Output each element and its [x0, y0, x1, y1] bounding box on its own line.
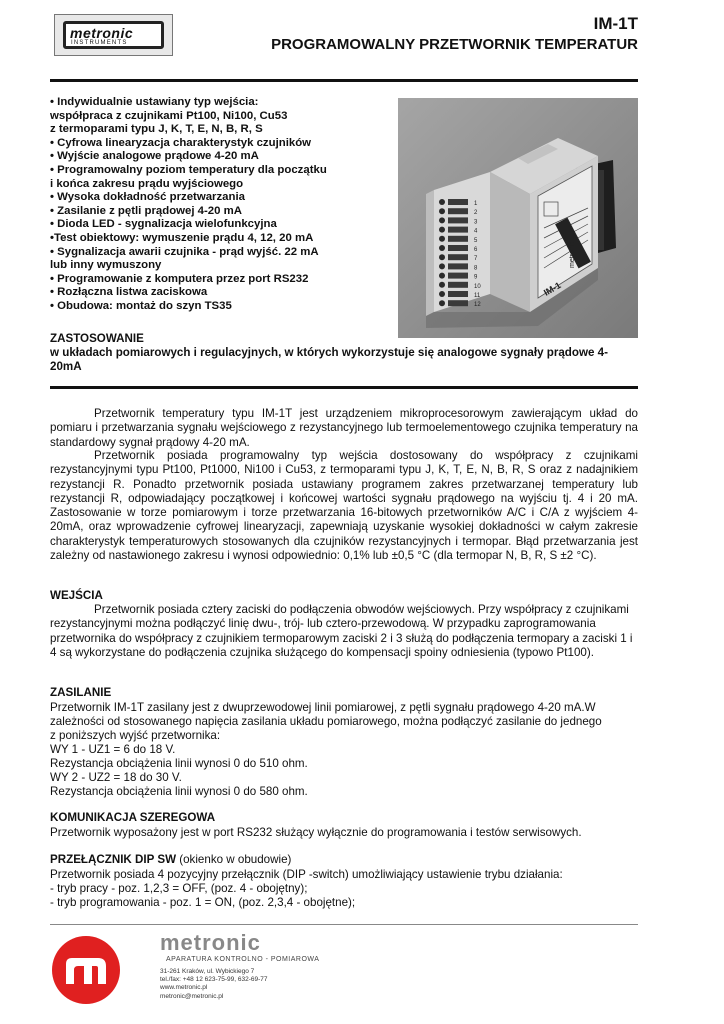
power-line: Rezystancja obciążenia linii wynosi 0 do 510 ohm. [50, 757, 308, 770]
m-letter-icon [52, 936, 120, 1004]
feature-item: i końca zakresu prądu wyjściowego [50, 177, 244, 190]
terminal-screw [439, 199, 445, 205]
section-rule [50, 386, 638, 389]
terminal-slot [448, 263, 468, 269]
company-logo [54, 14, 173, 56]
terminal-slot [448, 245, 468, 251]
feature-item: • Sygnalizacja awarii czujnika - prąd wyjść. 22 mA [50, 245, 319, 258]
terminal-screw [439, 254, 445, 260]
page-title: PROGRAMOWALNY PRZETWORNIK TEMPERATUR [271, 36, 638, 53]
feature-item: • Dioda LED - sygnalizacja wielofunkcyjna [50, 218, 277, 231]
website-link[interactable]: www.metronic.pl [160, 984, 208, 992]
terminal-screw [439, 263, 445, 269]
logo-subtitle: INSTRUMENTS [71, 40, 128, 46]
module-illustration [398, 98, 638, 338]
inputs-heading: WEJŚCIA [50, 589, 103, 602]
terminal-screw [439, 245, 445, 251]
logo-frame [63, 21, 164, 49]
terminal-number: 11 [474, 293, 481, 299]
terminal-screw [439, 236, 445, 242]
power-line: Rezystancja obciążenia linii wynosi 0 do 580 ohm. [50, 785, 308, 798]
inputs-paragraph: Przetwornik posiada cztery zaciski do podłączenia obwodów wejściowych. Przy współpracy z czujnikami rezystancyjnymi można podłączyć linię dwu-, trój- lub cztero-przewodową. W przypadku zaprogramowania przetwornika do współpracy z czujnikiem termoparowym zaciski 2 i 3 służą do podłączenia termopary a zaciski 1 i 4 są wykorzystane do podłączenia czujnika służącego do kompensacji spoiny odniesienia (typowo Pt100). [50, 603, 633, 659]
power-line: WY 1 - UZ1 = 6 do 18 V. [50, 743, 176, 756]
feature-list [50, 96, 380, 314]
terminal-screw [439, 273, 445, 279]
serial-text: Przetwornik wyposażony jest w port RS232 służący wyłącznie do programowania i testów serwisowych. [50, 826, 582, 839]
terminal-slot [448, 236, 468, 242]
feature-item: • Obudowa: montaż do szyn TS35 [50, 299, 232, 312]
feature-item: • Wyjście analogowe prądowe 4-20 mA [50, 150, 259, 163]
terminal-screw [439, 217, 445, 223]
terminal-slot [448, 199, 468, 205]
feature-item: • Wysoka dokładność przetwarzania [50, 191, 245, 204]
terminal-number: 4 [474, 228, 478, 235]
feature-item: • Indywidualnie ustawiany typ wejścia: [50, 96, 259, 108]
footer-brand: metronic [160, 930, 261, 955]
terminal-slot [448, 227, 468, 233]
power-line: zależności od stosowanego napięcia zasilania układu pomiarowego, można podłączyć zasilanie do jednego [50, 715, 602, 728]
terminal-number: 8 [474, 265, 478, 272]
email-link[interactable]: metronic@metronic.pl [160, 992, 224, 1000]
terminal-slot [448, 291, 468, 297]
feature-item: • Zasilanie z pętli prądowej 4-20 mA [50, 204, 242, 217]
terminal-screw [439, 282, 445, 288]
serial-heading: KOMUNIKACJA SZEREGOWA [50, 811, 216, 824]
dip-heading-note: (okienko w obudowie) [176, 853, 292, 866]
terminal-number: 9 [474, 274, 478, 281]
module-brand: metronic [569, 241, 576, 268]
terminal-number: 2 [474, 210, 478, 217]
terminal-slot [448, 208, 468, 214]
dip-line: Przetwornik posiada 4 pozycyjny przełącznik (DIP -switch) umożliwiający ustawienie trybu działania: [50, 868, 563, 881]
header-rule [50, 79, 638, 82]
power-line: z poniższych wyjść przetwornika: [50, 729, 221, 742]
footer-tagline: APARATURA KONTROLNO - POMIAROWA [166, 956, 320, 963]
intro-paragraph: Przetwornik temperatury typu IM-1T jest urządzeniem mikroprocesorowym zawierającym układ do pomiaru i przetwarzania sygnału wejściowego z rezystancyjnego lub termoelementowego czujnika temperatury na standardowy sygnał prądowy 4-20 mA. [50, 407, 638, 449]
address-line: 31-261 Kraków, ul. Wybickiego 7 [160, 968, 255, 975]
terminal-slot [448, 273, 468, 279]
dip-heading: PRZEŁĄCZNIK DIP SW [50, 853, 177, 866]
feature-item: • Programowalny poziom temperatury dla początku [50, 163, 327, 176]
logo-word: metronic [70, 25, 134, 41]
terminal-slot [448, 282, 468, 288]
power-line: Przetwornik IM-1T zasilany jest z dwuprzewodowej linii pomiarowej, z pętli sygnału prądowego 4-20 mA.W [50, 701, 596, 714]
footer-rule [50, 924, 638, 925]
feature-item: • Programowanie z komputera przez port RS232 [50, 272, 309, 285]
terminal-number: 12 [474, 302, 481, 309]
product-photo [398, 98, 638, 338]
terminal-number: 10 [474, 283, 481, 290]
feature-item: •Test obiektowy: wymuszenie prądu 4, 12, 20 mA [50, 231, 314, 244]
terminal-screw [439, 208, 445, 214]
terminal-screw [439, 300, 445, 306]
terminal-slot [448, 217, 468, 223]
module-label: IM-1 [542, 280, 563, 298]
terminal-slot [448, 254, 468, 260]
application-heading: ZASTOSOWANIE [50, 332, 144, 345]
intro-paragraph: Przetwornik posiada programowalny typ wejścia dostosowany do współpracy z czujnikami rezystancyjnymi typu Pt100, Pt1000, Ni100 i Cu53, z termoparami typu J, K, T, E, N, B, R, S oraz z nadajnikiem rezystancji R. Ponadto przetwornik posiada ustawiany programem zakres przetwarzanej temperatury lub rezystancji R, odpowiadający początkowej i końcowej wartości sygnału prądowego na wyjściu tj. 4 i 20 mA. Zastosowanie w torze pomiarowym i torze przetwarzania 16-bitowych przetworników A/C i C/A z wyjściem 4-20mA, oraz wprowadzenie cyfrowej linearyzacji, zapewniają uzyskanie wysokiej dokładności w całym zakresie charakterystyk temperaturowych stosowanych dla czujników rezystancyjnych i termopar. Błąd przetwarzania jest zależny od nastawionego zakresu i wynosi odpowiednio: 0,1% lub ±0,5 °C (dla termopar N, B, R, S ±2 °C). [50, 449, 638, 563]
terminal-screw [439, 291, 445, 297]
feature-item: z termoparami typu J, K, T, E, N, B, R, S [50, 123, 263, 136]
power-line: WY 2 - UZ2 = 18 do 30 V. [50, 771, 182, 784]
footer-address [160, 968, 268, 1001]
dip-line: - tryb pracy - poz. 1,2,3 = OFF, (poz. 4 - obojętny); [50, 882, 308, 895]
terminal-number: 7 [474, 256, 478, 263]
terminal-slot [448, 300, 468, 306]
feature-item: • Cyfrowa linearyzacja charakterystyk czujników [50, 136, 312, 149]
terminal-number: 5 [474, 237, 478, 244]
terminal-screw [439, 227, 445, 233]
feature-item: lub inny wymuszony [50, 259, 162, 272]
feature-item: • Rozłączna listwa zaciskowa [50, 286, 208, 299]
power-heading: ZASILANIE [50, 686, 112, 699]
phone-line: tel./fax: +48 12 623-75-99, 632-69-77 [160, 976, 268, 984]
feature-item: współpraca z czujnikami Pt100, Ni100, Cu53 [50, 109, 288, 122]
terminal-number: 6 [474, 247, 478, 253]
dip-heading-row [50, 853, 291, 866]
product-code: IM-1T [593, 14, 638, 33]
terminal-number: 1 [474, 201, 478, 207]
footer-logo-mark [52, 936, 120, 1004]
dip-line: - tryb programowania - poz. 1 = ON, (poz. 2,3,4 - obojętne); [50, 896, 356, 909]
terminal-number: 3 [474, 219, 478, 226]
application-text: w układach pomiarowych i regulacyjnych, w których wykorzystuje się analogowe sygnały prądowe 4-20mA [50, 346, 608, 373]
